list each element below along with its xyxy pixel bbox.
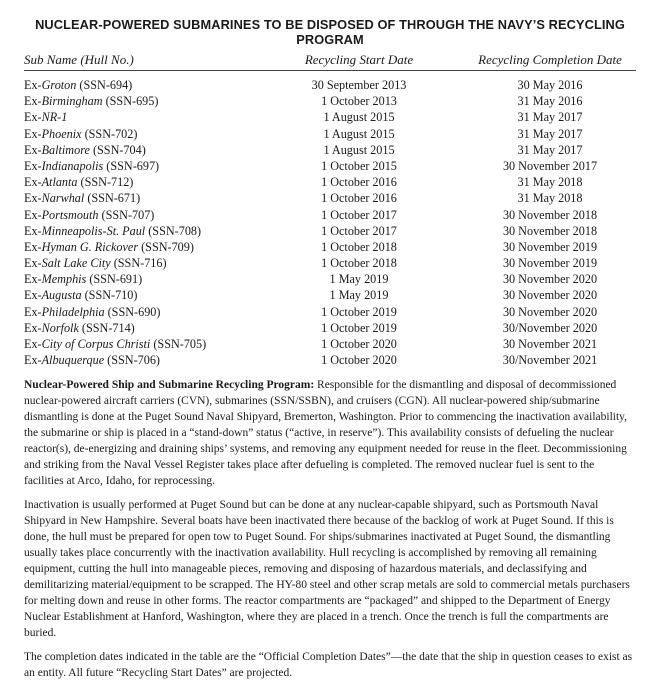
cell-completion-date: 30 November 2020 — [502, 272, 598, 287]
table-row — [24, 239, 636, 255]
cell-hull-number: (SSN-697) — [103, 158, 160, 173]
cell-sub-name — [24, 352, 160, 368]
cell-prefix: Ex- — [24, 353, 42, 368]
table-row — [24, 93, 636, 109]
table-row — [24, 304, 636, 320]
cell-sub-name — [24, 287, 137, 303]
table-row — [24, 287, 636, 303]
cell-sub-name — [24, 93, 158, 109]
cell-start-date: 1 October 2016 — [321, 191, 397, 206]
cell-hull-number: (SSN-709) — [138, 239, 194, 254]
table-row — [24, 336, 636, 352]
cell-completion-date: 31 May 2016 — [517, 94, 583, 109]
cell-ship-name: Atlanta — [41, 175, 78, 190]
cell-completion-date: 30 November 2018 — [502, 207, 598, 222]
cell-ship-name: Birmingham — [41, 94, 103, 109]
cell-hull-number: (SSN-691) — [86, 272, 143, 287]
paragraph-program-text: Responsible for the dismantling and disposal of decommissioned nuclear-powered aircraft carriers (CVN), submarines (SSN/SSBN), and cruisers (CGN). All nuclear-powered ship/submarine dismantling is done at the Puget Sound Naval Shipyard, Bremerton, Washington. Prior to commencing the inactivation availability, the submarine or ship is placed in a “stand-down” status (“active, in reserve”). This availability consists of defueling the nuclear reactor(s), de-energizing and draining ships’ systems, and removing any equipment needed for reuse in the fleet. Decommissioning and striking from the Naval Vessel Register takes place after defueling is completed. The removed nuclear fuel is sent to the facilities at Arco, Idaho, for reprocessing. — [24, 379, 628, 487]
table-row — [24, 223, 636, 239]
cell-ship-name: Baltimore — [41, 142, 90, 157]
cell-start-date: 1 August 2015 — [323, 126, 395, 141]
cell-completion-date: 31 May 2017 — [517, 142, 583, 157]
cell-ship-name: Indianapolis — [41, 158, 104, 173]
cell-hull-number: (SSN-716) — [110, 256, 167, 271]
cell-sub-name — [24, 271, 142, 287]
cell-hull-number: (SSN-707) — [98, 207, 155, 222]
cell-ship-name: Memphis — [41, 272, 87, 287]
table-row — [24, 271, 636, 287]
column-header-start: Recycling Start Date — [304, 52, 414, 67]
cell-start-date: 1 August 2015 — [323, 110, 395, 125]
cell-start-date: 1 October 2016 — [321, 175, 397, 190]
table-row — [24, 255, 636, 271]
cell-start-date: 1 October 2013 — [321, 94, 397, 109]
cell-completion-date: 30 November 2020 — [502, 304, 598, 319]
cell-prefix: Ex- — [24, 175, 42, 190]
cell-sub-name — [24, 142, 146, 158]
cell-hull-number: (SSN-702) — [81, 126, 138, 141]
cell-completion-date: 30/November 2021 — [502, 353, 598, 368]
cell-prefix: Ex- — [24, 191, 42, 206]
table-row — [24, 352, 636, 368]
table-row — [24, 109, 636, 125]
cell-prefix: Ex- — [24, 223, 42, 238]
cell-ship-name: City of Corpus Christi — [41, 337, 151, 351]
cell-ship-name: Narwhal — [41, 191, 85, 206]
cell-completion-date: 31 May 2017 — [517, 110, 583, 125]
cell-hull-number: (SSN-710) — [81, 288, 138, 303]
cell-completion-date: 30 November 2020 — [502, 288, 598, 303]
table-row — [24, 190, 636, 206]
cell-sub-name — [24, 174, 133, 190]
cell-completion-date: 31 May 2018 — [517, 175, 583, 190]
cell-sub-name — [24, 109, 67, 125]
table-row — [24, 77, 636, 93]
cell-prefix: Ex- — [24, 110, 42, 125]
table-row — [24, 207, 636, 223]
cell-sub-name — [24, 126, 137, 142]
cell-start-date: 1 August 2015 — [323, 142, 395, 157]
table-row — [24, 126, 636, 142]
cell-prefix: Ex- — [24, 239, 42, 254]
cell-start-date: 1 May 2019 — [329, 272, 389, 287]
cell-sub-name — [24, 190, 140, 206]
cell-hull-number: (SSN-704) — [89, 142, 146, 157]
cell-completion-date: 30/November 2020 — [502, 320, 598, 335]
cell-prefix: Ex- — [24, 272, 42, 287]
column-header-name: Sub Name (Hull No.) — [24, 52, 134, 67]
page-title: NUCLEAR-POWERED SUBMARINES TO BE DISPOSED OF THROUGH THE NAVY’S RECYCLING PROGRAM — [35, 17, 625, 47]
cell-hull-number: (SSN-695) — [102, 94, 159, 109]
column-header-end: Recycling Completion Date — [478, 52, 622, 67]
cell-hull-number: (SSN-705) — [150, 337, 207, 351]
cell-ship-name: Salt Lake City — [41, 256, 111, 271]
table-row — [24, 158, 636, 174]
cell-start-date: 30 September 2013 — [311, 78, 407, 92]
cell-start-date: 1 October 2020 — [321, 337, 397, 351]
cell-ship-name: Philadelphia — [41, 304, 105, 319]
cell-ship-name: Minneapolis-St. Paul — [41, 223, 146, 238]
cell-sub-name — [24, 158, 159, 174]
cell-prefix: Ex- — [24, 94, 42, 109]
cell-ship-name: Albuquerque — [41, 353, 105, 368]
cell-ship-name: Hyman G. Rickover — [41, 239, 139, 254]
table-body — [24, 71, 636, 368]
cell-sub-name — [24, 255, 167, 271]
submarine-table — [24, 50, 636, 368]
cell-prefix: Ex- — [24, 142, 42, 157]
cell-prefix: Ex- — [24, 288, 42, 303]
table-row — [24, 142, 636, 158]
cell-start-date: 1 October 2015 — [321, 158, 397, 173]
cell-prefix: Ex- — [24, 320, 42, 335]
cell-ship-name: Norfolk — [41, 320, 79, 335]
paragraph-completion-dates: The completion dates indicated in the table are the “Official Completion Dates”—the date that the ship in question ceases to exist as an entity. All future “Recycling Start Dates” are projected. — [24, 651, 633, 679]
body-text — [24, 377, 636, 689]
cell-hull-number: (SSN-690) — [104, 304, 161, 319]
cell-prefix: Ex- — [24, 78, 42, 92]
cell-start-date: 1 October 2018 — [321, 256, 397, 271]
cell-completion-date: 30 November 2019 — [502, 239, 598, 254]
cell-hull-number: (SSN-671) — [84, 191, 141, 206]
cell-sub-name — [24, 239, 194, 255]
cell-start-date: 1 October 2018 — [321, 239, 397, 254]
cell-sub-name — [24, 223, 201, 239]
cell-completion-date: 30 November 2021 — [502, 337, 598, 351]
cell-ship-name: Groton — [41, 78, 77, 92]
cell-start-date: 1 October 2019 — [321, 304, 397, 319]
cell-ship-name: Portsmouth — [41, 207, 99, 222]
cell-sub-name — [24, 304, 160, 320]
cell-prefix: Ex- — [24, 158, 42, 173]
cell-start-date: 1 October 2020 — [321, 353, 397, 368]
cell-start-date: 1 October 2019 — [321, 320, 397, 335]
cell-hull-number: (SSN-694) — [76, 78, 133, 92]
cell-prefix: Ex- — [24, 337, 42, 351]
cell-sub-name — [24, 77, 132, 93]
table-row — [24, 174, 636, 190]
cell-completion-date: 31 May 2018 — [517, 191, 583, 206]
cell-ship-name: Augusta — [41, 288, 82, 303]
cell-completion-date: 30 May 2016 — [517, 78, 583, 92]
paragraph-inactivation: Inactivation is usually performed at Puget Sound but can be done at any nuclear-capable shipyard, such as Portsmouth Naval Shipyard in New Hampshire. Several boats have been inactivated there because of the backlog of work at Puget Sound. If this is done, the hull must be prepared for open tow to Puget Sound. For ships/submarines inactivated at Puget Sound, the dismantling usually takes place concurrently with the inactivation availability. Hull recycling is accomplished by removing all remaining equipment, cutting the hull into manageable pieces, removing and disposing of hazardous materials, and declassifying and demilitarizing material/equipment to be scrapped. The HY-80 steel and other scrap metals are sold to commercial metals purchasers for melting down and reuse in other forms. The reactor compartments are “packaged” and shipped to the Department of Energy Nuclear Establishment at Hanford, Washington, where they are placed in a trench. Once the trench is full the compartments are buried. — [24, 499, 630, 639]
cell-hull-number: (SSN-706) — [104, 353, 160, 368]
cell-prefix: Ex- — [24, 256, 42, 271]
cell-completion-date: 30 November 2019 — [502, 256, 598, 271]
cell-prefix: Ex- — [24, 304, 42, 319]
cell-start-date: 1 October 2017 — [321, 223, 397, 238]
paragraph-lead: Nuclear-Powered Ship and Submarine Recycling Program: — [24, 379, 315, 391]
cell-completion-date: 30 November 2017 — [502, 158, 598, 173]
cell-sub-name — [24, 207, 154, 223]
cell-sub-name — [24, 320, 135, 336]
cell-hull-number: (SSN-708) — [145, 223, 202, 238]
cell-hull-number: (SSN-712) — [77, 175, 134, 190]
table-header — [24, 50, 636, 71]
cell-ship-name: NR-1 — [41, 110, 68, 125]
cell-start-date: 1 October 2017 — [321, 207, 397, 222]
table-row — [24, 320, 636, 336]
cell-hull-number: (SSN-714) — [78, 320, 135, 335]
paragraph-program — [24, 377, 636, 489]
cell-start-date: 1 May 2019 — [329, 288, 389, 303]
cell-prefix: Ex- — [24, 126, 42, 141]
cell-prefix: Ex- — [24, 207, 42, 222]
cell-completion-date: 31 May 2017 — [517, 126, 583, 141]
cell-sub-name — [24, 336, 206, 352]
cell-ship-name: Phoenix — [41, 126, 82, 141]
cell-completion-date: 30 November 2018 — [502, 223, 598, 238]
